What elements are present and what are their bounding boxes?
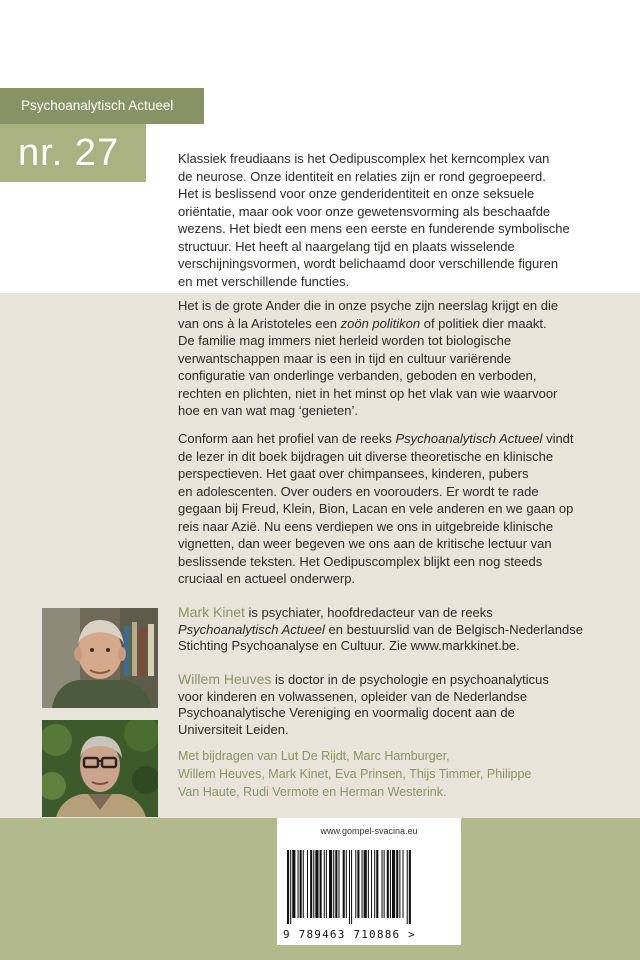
text-run: of politiek dier maakt. <box>420 315 547 331</box>
bio-line: Psychoanalytische Vereniging en voormalig docent aan de <box>178 705 515 720</box>
barcode-bar <box>368 850 369 918</box>
text-line <box>178 315 578 333</box>
text-line <box>178 430 578 448</box>
barcode-bar <box>343 850 345 918</box>
author-name-kinet: Mark Kinet <box>178 604 245 620</box>
text-run: is doctor in de psychologie en psychoanalyticus <box>271 672 549 687</box>
barcode-bar <box>333 850 334 918</box>
text-line: vignetten, dan weer begeven we ons aan de kritische lectuur van <box>178 536 552 551</box>
barcode-bar <box>371 850 372 918</box>
bio-line: Universiteit Leiden. <box>178 721 289 737</box>
italic-term: zoön politikon <box>340 315 421 331</box>
italic-series-name: Psychoanalytisch Actueel <box>178 621 325 637</box>
text-line: reis naar Azië. Nu eens verdiepen we ons in uitgebreide klinische <box>178 518 554 534</box>
text-line: verwantschappen maar is een in tijd en cultuur variërende <box>178 350 512 366</box>
barcode-bar <box>399 850 400 918</box>
author-photo-heuves <box>42 720 158 817</box>
text-line: rechten en plichten, niet in het minst op het vlak van wie waarvoor <box>178 385 558 401</box>
portrait-kinet <box>42 608 158 708</box>
barcode-bar <box>310 850 312 918</box>
text-line: perspectieven. Het gaat over chimpansees, kinderen, pubers <box>178 466 529 481</box>
bio-line: Stichting Psychoanalyse en Cultuur. Zie www.markkinet.be. <box>178 638 520 653</box>
barcode-bar <box>355 850 356 918</box>
portrait-heuves <box>42 720 158 817</box>
barcode-bar <box>349 850 350 924</box>
text-line: Klassiek freudiaans is het Oedipuscomplex het kerncomplex van <box>178 151 550 166</box>
barcode-bar <box>390 850 391 918</box>
text-run: en bestuurslid van de Belgisch-Nederlandse <box>324 621 583 637</box>
barcode-bar <box>357 850 359 918</box>
barcode-bar <box>403 850 404 918</box>
text-line: cruciaal en actueel onderwerp. <box>178 571 356 586</box>
author-bio-kinet <box>178 604 598 655</box>
text-line: configuratie van onderlinge verbanden, geboden en verboden, <box>178 368 537 383</box>
author-photo-kinet <box>42 608 158 708</box>
intro-paragraph <box>178 150 578 290</box>
barcode-bar <box>315 850 318 918</box>
text-line: en adolescenten. Over ouders en voorouders. Er wordt te rade <box>178 483 539 499</box>
paragraph-ander <box>178 297 578 420</box>
text-line: hoe en van wat mag ‘genieten’. <box>178 403 358 418</box>
barcode-bar <box>300 850 302 918</box>
publisher-url: www.gompel-svacina.eu <box>320 826 418 836</box>
barcode-bar <box>392 850 395 918</box>
isbn-barcode-box <box>277 818 461 945</box>
text-line: gegaan bij Freud, Klein, Bion, Lacan en vele anderen en we gaan op <box>178 501 574 516</box>
contributors-line: Willem Heuves, Mark Kinet, Eva Prinsen, Thijs Timmer, Philippe <box>178 767 532 781</box>
barcode-bar <box>324 850 325 918</box>
text-line: oriëntatie, maar ook voor onze gewetensvorming als beschaafde <box>178 203 551 219</box>
barcode-bar <box>362 850 363 918</box>
contributors-list <box>178 747 598 801</box>
barcode-bar <box>298 850 299 918</box>
barcode-bar <box>382 850 383 918</box>
barcode-bar <box>387 850 389 918</box>
barcode-bar <box>346 850 347 918</box>
barcode-icon <box>287 850 451 926</box>
bio-line <box>178 604 598 622</box>
author-bio-heuves <box>178 671 598 738</box>
barcode-bar <box>313 850 314 918</box>
text-line: De familie mag immers niet herleid worden tot biologische <box>178 333 512 348</box>
text-line: verschijningsvormen, wordt belichaamd door verschillende figuren <box>178 256 559 271</box>
text-run: vindt <box>542 431 574 446</box>
text-run: Conform aan het profiel van de reeks <box>178 431 396 446</box>
barcode-bar <box>335 850 337 918</box>
series-title: Psychoanalytisch Actueel <box>0 88 204 124</box>
text-line: structuur. Het heeft al naargelang tijd en plaats wisselende <box>178 238 515 254</box>
text-line: Het is beslissend voor onze genderidentiteit en onze seksuele <box>178 186 535 201</box>
isbn-digits: 9 789463 710886 > <box>283 928 416 941</box>
barcode-bar <box>384 850 385 918</box>
author-name-heuves: Willem Heuves <box>178 671 272 687</box>
text-line: wezens. Het biedt een mens een eerste en funderende symbolische <box>178 221 570 236</box>
barcode-bar <box>364 850 367 918</box>
barcode-bar <box>407 850 408 924</box>
barcode-bar <box>338 850 339 918</box>
text-line: de lezer in dit boek bijdragen uit diverse theoretische en klinische <box>178 448 554 464</box>
contributors-line: Met bijdragen van Lut De Rijdt, Marc Hamburger, <box>178 749 450 763</box>
barcode-bar <box>396 850 398 918</box>
barcode-bar <box>376 850 378 918</box>
barcode-bar <box>374 850 375 918</box>
bio-line: voor kinderen en volwassenen, opleider van de Nederlandse <box>178 688 528 704</box>
barcode-bar <box>307 850 308 918</box>
text-line: en met verschillende functies. <box>178 273 350 289</box>
barcode-bar <box>290 850 291 924</box>
barcode-bar <box>287 850 289 924</box>
barcode-bar <box>326 850 327 918</box>
bio-line <box>178 622 598 639</box>
barcode-bar <box>303 850 304 918</box>
text-line: beslissende teksten. Het Oedipuscomplex blijkt een nog steeds <box>178 553 543 569</box>
barcode-bar <box>351 850 352 924</box>
series-number: nr. 27 <box>0 124 146 182</box>
barcode-bar <box>320 850 322 918</box>
barcode-bar <box>292 850 295 918</box>
text-line: Het is de grote Ander die in onze psyche zijn neerslag krijgt en die <box>178 298 559 313</box>
bio-line <box>178 671 598 689</box>
contributors-line: Van Haute, Rudi Vermote en Herman Westerink. <box>178 785 447 799</box>
text-run: is psychiater, hoofdredacteur van de reeks <box>244 605 493 620</box>
paragraph-profile <box>178 430 578 588</box>
text-line: de neurose. Onze identiteit en relaties zijn er rond gegroepeerd. <box>178 168 546 184</box>
barcode-bar <box>409 850 411 924</box>
text-run: van ons à la Aristoteles een <box>178 315 341 331</box>
italic-series-name: Psychoanalytisch Actueel <box>395 431 543 446</box>
barcode-bar <box>329 850 332 918</box>
